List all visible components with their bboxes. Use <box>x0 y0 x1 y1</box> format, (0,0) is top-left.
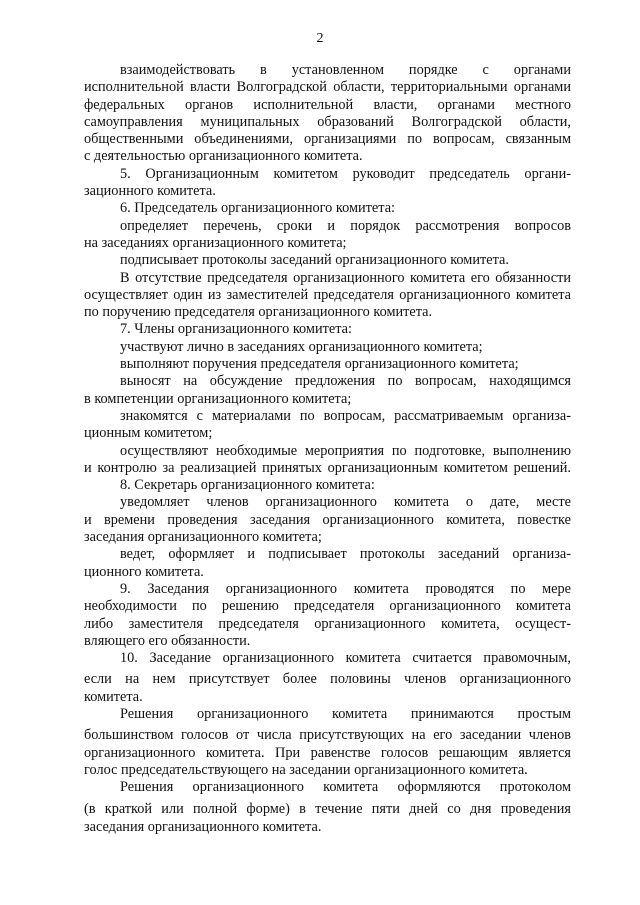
text-line: 8. Секретарь организационного комитета: <box>120 477 375 494</box>
text-line: необходимости по решению председателя организационного комитета <box>84 598 571 615</box>
text-line: самоуправления муниципальных образований Волгоградской области, <box>84 113 571 130</box>
text-line: исполнительной власти Волгоградской области, территориальными органами <box>84 79 571 96</box>
text-line: 9. Заседания организационного комитета проводятся по мере <box>120 580 571 597</box>
text-line: В отсутствие председателя организационного комитета его обязанности <box>120 269 571 286</box>
page-number: 2 <box>316 31 324 46</box>
text-line: знакомятся с материалами по вопросам, рассматриваемым организа- <box>120 407 571 424</box>
text-line: если на нем присутствует более половины членов организационного <box>84 671 571 688</box>
text-line: Решения организационного комитета оформляются протоколом <box>120 779 571 796</box>
text-line: голос председательствующего на заседании организационного комитета. <box>84 761 528 778</box>
document-body <box>84 62 571 836</box>
text-line: федеральных органов исполнительной власти, органами местного <box>84 96 571 113</box>
text-line: на заседаниях организационного комитета; <box>84 234 347 251</box>
text-line: заседания организационного комитета; <box>84 529 322 546</box>
text-line: зационного комитета. <box>84 183 216 200</box>
text-line: ционного комитета. <box>84 563 204 580</box>
text-line: выполняют поручения председателя организационного комитета; <box>120 356 519 373</box>
text-line: осуществляет один из заместителей председателя организационного комитета <box>84 286 571 303</box>
text-line: вляющего его обязанности. <box>84 632 251 649</box>
text-line: общественными объединениями, организациями по вопросам, связанным <box>84 131 571 148</box>
text-line: взаимодействовать в установленном порядке с органами <box>120 62 571 78</box>
text-line: уведомляет членов организационного комитета о дате, месте <box>120 494 571 511</box>
text-line: ционным комитетом; <box>84 425 213 442</box>
text-line: либо заместителя председателя организационного комитета, осущест- <box>84 615 571 632</box>
text-line: участвуют лично в заседаниях организационного комитета; <box>120 338 483 355</box>
text-line: подписывает протоколы заседаний организационного комитета. <box>120 252 509 269</box>
text-line: большинством голосов от числа присутствующих на его заседании членов <box>84 727 571 744</box>
text-line: и контролю за реализацией принятых организационным комитетом решений. <box>84 459 571 476</box>
text-line: (в краткой или полной форме) в течение пяти дней со дня проведения <box>84 801 571 818</box>
text-line: в компетенции организационного комитета; <box>84 390 352 407</box>
text-line: и времени проведения заседания организационного комитета, повестке <box>84 511 571 528</box>
text-line: 6. Председатель организационного комитета: <box>120 200 396 217</box>
text-line: выносят на обсуждение предложения по вопросам, находящимся <box>120 373 571 390</box>
text-line: осуществляют необходимые мероприятия по подготовке, выполнению <box>120 442 571 459</box>
text-line: заседания организационного комитета. <box>84 818 322 835</box>
text-line: с деятельностью организационного комитета. <box>84 148 363 165</box>
text-line: по поручению председателя организационного комитета. <box>84 304 433 321</box>
text-line: Решения организационного комитета принимаются простым <box>120 705 571 722</box>
text-line: комитета. <box>84 688 143 705</box>
text-line: 10. Заседание организационного комитета считается правомочным, <box>120 650 571 667</box>
text-line: 5. Организационным комитетом руководит председатель органи- <box>120 165 571 182</box>
text-line: 7. Члены организационного комитета: <box>120 321 352 338</box>
text-line: определяет перечень, сроки и порядок рассмотрения вопросов <box>120 217 571 234</box>
text-line: ведет, оформляет и подписывает протоколы заседаний организа- <box>120 546 571 563</box>
text-line: организационного комитета. При равенстве голосов решающим является <box>84 744 571 761</box>
